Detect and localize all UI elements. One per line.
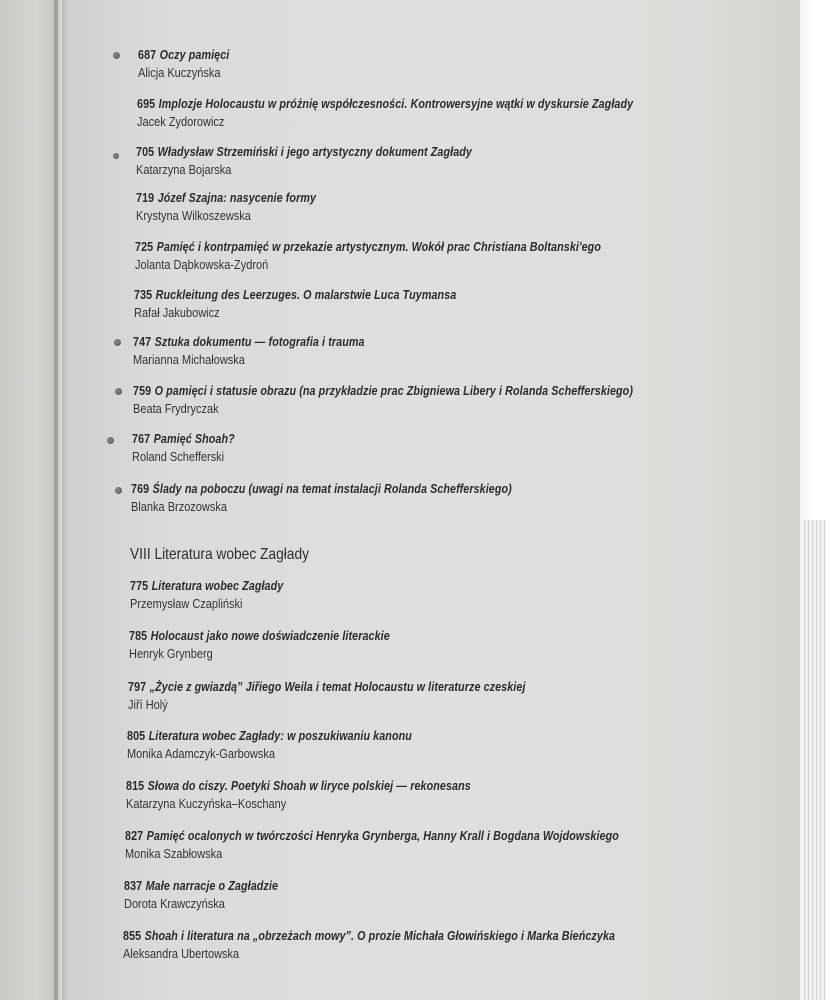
- entry-author: Jolanta Dąbkowska-Zydroń: [135, 258, 269, 272]
- entry-title: Holocaust jako nowe doświadczenie literackie: [150, 629, 390, 643]
- margin-dot-icon: [115, 388, 122, 395]
- entry-author: Monika Adamczyk-Garbowska: [127, 747, 275, 761]
- entry-author: Alicja Kuczyńska: [138, 66, 221, 80]
- page-number: 827: [125, 829, 144, 843]
- entry-title-line: [128, 680, 526, 694]
- toc-entry: [128, 680, 590, 712]
- toc-entry: [125, 829, 699, 861]
- toc-entry: [124, 879, 303, 911]
- toc-entry: [134, 288, 509, 320]
- page-number: 687: [138, 48, 157, 62]
- entry-title-line: [131, 482, 512, 496]
- entry-title: „Życie z gwiazdą” Jiřiego Weila i temat Holocaustu w literaturze czeskiej: [149, 680, 526, 694]
- entry-title-line: [129, 629, 390, 643]
- toc-entry: [137, 97, 714, 129]
- entry-author: Jacek Zydorowicz: [137, 115, 225, 129]
- entry-title-line: [127, 729, 412, 743]
- toc-entry: [129, 629, 432, 661]
- toc-entry: [132, 432, 252, 464]
- entry-title: Literatura wobec Zagłady: [151, 579, 284, 593]
- entry-title-line: [135, 240, 601, 254]
- toc-entry: [127, 729, 458, 761]
- entry-title-line: [123, 929, 615, 943]
- entry-author: Przemysław Czapliński: [130, 597, 243, 611]
- entry-title-line: [136, 145, 472, 159]
- entry-title: Małe narracje o Zagładzie: [145, 879, 279, 893]
- entry-title: Pamięć Shoah?: [153, 432, 235, 446]
- page-number: 735: [134, 288, 153, 302]
- page-number: 705: [136, 145, 155, 159]
- entry-title: O pamięci i statusie obrazu (na przykładzie prac Zbigniewa Libery i Rolanda Schefferskiego): [154, 384, 634, 398]
- entry-title-line: [130, 579, 283, 593]
- entry-title: Shoah i literatura na „obrzeżach mowy”. O prozie Michała Głowińskiego i Marka Bieńczyka: [144, 929, 616, 943]
- page-number: 767: [132, 432, 151, 446]
- entry-author: Blanka Brzozowska: [131, 500, 227, 514]
- page-number: 775: [130, 579, 149, 593]
- toc-entry: [126, 779, 527, 811]
- entry-title: Władysław Strzemiński i jego artystyczny dokument Zagłady: [157, 145, 472, 159]
- margin-dot-icon: [113, 52, 120, 59]
- entry-title-line: [132, 432, 235, 446]
- entry-title: Słowa do ciszy. Poetyki Shoah w liryce polskiej — rekonesans: [147, 779, 471, 793]
- entry-author: Monika Szabłowska: [125, 847, 223, 861]
- toc-entry: [135, 240, 677, 272]
- page-number: 747: [133, 335, 152, 349]
- entry-author: Roland Schefferski: [132, 450, 225, 464]
- section-heading: VIII Literatura wobec Zagłady: [130, 546, 309, 563]
- page-number: 805: [127, 729, 146, 743]
- entry-title-line: [138, 48, 229, 62]
- entry-author: Rafał Jakubowicz: [134, 306, 220, 320]
- toc-entry: [136, 191, 345, 223]
- page-number: 695: [137, 97, 156, 111]
- entry-author: Marianna Michałowska: [133, 353, 245, 367]
- entry-author: Krystyna Wilkoszewska: [136, 209, 251, 223]
- entry-author: Henryk Grynberg: [129, 647, 213, 661]
- entry-author: Aleksandra Ubertowska: [123, 947, 240, 961]
- page-number: 759: [133, 384, 152, 398]
- toc-entry: [136, 145, 527, 177]
- entry-author: Katarzyna Kuczyńska–Koschany: [126, 797, 287, 811]
- entry-title: Oczy pamięci: [159, 48, 230, 62]
- page-number: 769: [131, 482, 150, 496]
- page-number: 785: [129, 629, 148, 643]
- page-number: 719: [136, 191, 155, 205]
- entry-title-line: [133, 335, 365, 349]
- entry-title-line: [136, 191, 316, 205]
- toc-entry: [133, 384, 714, 416]
- page-number: 797: [128, 680, 147, 694]
- page-number: 837: [124, 879, 143, 893]
- page-number: 725: [135, 240, 154, 254]
- entry-title: Sztuka dokumentu — fotografia i trauma: [154, 335, 365, 349]
- entry-author: Jiří Holý: [128, 698, 168, 712]
- entry-title-line: [137, 97, 633, 111]
- toc-entry: [130, 579, 308, 611]
- page-number: 815: [126, 779, 145, 793]
- margin-dot-icon: [114, 339, 121, 346]
- entry-title-line: [133, 384, 633, 398]
- entry-title: Implozje Holocaustu w próżnię współczesności. Kontrowersyjne wątki w dyskursie Zagłady: [158, 97, 634, 111]
- toc-entry: [133, 335, 402, 367]
- entry-title: Ślady na poboczu (uwagi na temat instalacji Rolanda Schefferskiego): [152, 482, 512, 496]
- entry-author: Katarzyna Bojarska: [136, 163, 232, 177]
- page-number: 855: [123, 929, 142, 943]
- entry-author: Beata Frydryczak: [133, 402, 219, 416]
- entry-title-line: [125, 829, 619, 843]
- margin-dot-icon: [107, 437, 114, 444]
- entry-title-line: [126, 779, 471, 793]
- entry-title-line: [124, 879, 278, 893]
- toc-entry: [123, 929, 695, 961]
- margin-dot-icon: [113, 153, 119, 159]
- entry-title: Pamięć i kontrpamięć w przekazie artystycznym. Wokół prac Christiana Boltanski'ego: [156, 240, 601, 254]
- entry-title-line: [134, 288, 456, 302]
- toc-entry: [138, 48, 244, 80]
- margin-dot-icon: [115, 487, 122, 494]
- toc-entry: [131, 482, 574, 514]
- entry-title: Pamięć ocalonych w twórczości Henryka Grynberga, Hanny Krall i Bogdana Wojdowskiego: [146, 829, 619, 843]
- entry-title: Józef Szajna: nasycenie formy: [157, 191, 317, 205]
- entry-title: Ruckleitung des Leerzuges. O malarstwie Luca Tuymansa: [155, 288, 457, 302]
- entry-author: Dorota Krawczyńska: [124, 897, 225, 911]
- entry-title: Literatura wobec Zagłady: w poszukiwaniu kanonu: [148, 729, 412, 743]
